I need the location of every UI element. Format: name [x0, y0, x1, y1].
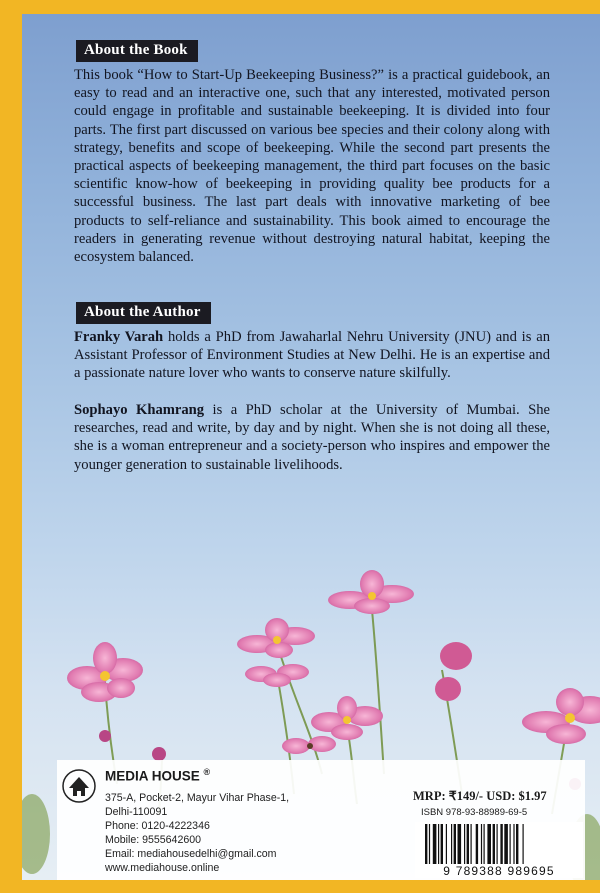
about-book-heading: About the Book — [76, 40, 198, 62]
publisher-panel — [57, 760, 585, 880]
about-book-text: This book “How to Start-Up Beekeeping Business?” is a practical guidebook, an easy to read and an interactive one, such that any interested, motivated person could engage in profitable and sustainable beekeeping. It is divided into four parts. The first part discussed on various bee species and their colony along with strategy, benefits and scope of beekeeping. While the second part presents the practical aspects of beekeeping management, the third part focuses on the basic scientific know-how of beekeeping in providing quality bee products for a successful business. The last part deals with innovative marketing of bee products to self-reliance and sustainability. This book aimed to encourage the readers in generating revenue without destroying natural habitat, keeping the ecosystem balanced. — [74, 67, 550, 266]
barcode-bar — [451, 824, 452, 864]
barcode-bar — [500, 824, 502, 864]
barcode-bar — [493, 824, 495, 864]
barcode-bar — [446, 824, 447, 864]
barcode-bar — [464, 824, 465, 864]
publisher-phone: Phone: 0120-4222346 — [105, 820, 210, 832]
barcode-bar — [504, 824, 508, 864]
barcode-bar — [487, 824, 491, 864]
author1-bio — [74, 328, 550, 383]
publisher-name: MEDIA HOUSE ® — [105, 767, 211, 784]
publisher-address-line2: Delhi-110091 — [105, 806, 168, 818]
barcode-bars — [415, 822, 583, 866]
publisher-address-line1: 375-A, Pocket-2, Mayur Vihar Phase-1, — [105, 792, 290, 804]
price-label: MRP: ₹149/- USD: $1.97 — [413, 789, 547, 803]
publisher-email: Email: mediahousedelhi@gmail.com — [105, 848, 277, 860]
barcode-bar — [476, 824, 478, 864]
barcode-bar — [429, 824, 430, 864]
author1-text: holds a PhD from Jawaharlal Nehru University (JNU) and is an Assistant Professor of Environment Studies at New Delhi. He is an expertise and a passionate nature lover who wants to conserve nature skilfully. — [74, 329, 550, 382]
barcode-bar — [441, 824, 443, 864]
author2-text: is a PhD scholar at the University of Mumbai. She researches, read and write, by day and by night. When she is not doing all these, she is a woman entrepreneur and a society-person who inspires and empower the younger generation to sustainable livelihoods. — [74, 402, 550, 473]
barcode-bar — [425, 824, 427, 864]
barcode-bar — [513, 824, 514, 864]
barcode-bar — [438, 824, 439, 864]
barcode-bar — [481, 824, 482, 864]
about-author-heading: About the Author — [76, 302, 211, 324]
media-house-logo-icon — [61, 768, 97, 804]
barcode-bar — [484, 824, 485, 864]
barcode-bar — [523, 824, 524, 864]
barcode — [415, 822, 583, 878]
barcode-bar — [471, 824, 472, 864]
barcode-bar — [516, 824, 518, 864]
author2-name: Sophayo Khamrang — [74, 402, 205, 418]
barcode-bar — [454, 824, 456, 864]
isbn-label: ISBN 978-93-88989-69-5 — [421, 807, 528, 818]
barcode-bar — [497, 824, 498, 864]
author2-bio — [74, 401, 550, 474]
barcode-bar — [467, 824, 469, 864]
publisher-mobile: Mobile: 9555642600 — [105, 834, 202, 846]
publisher-website: www.mediahouse.online — [105, 862, 220, 874]
barcode-bar — [458, 824, 462, 864]
author1-name: Franky Varah — [74, 329, 164, 345]
back-cover — [22, 14, 600, 880]
barcode-bar — [510, 824, 511, 864]
barcode-digits: 9 789388 989695 — [443, 864, 555, 878]
barcode-bar — [433, 824, 437, 864]
